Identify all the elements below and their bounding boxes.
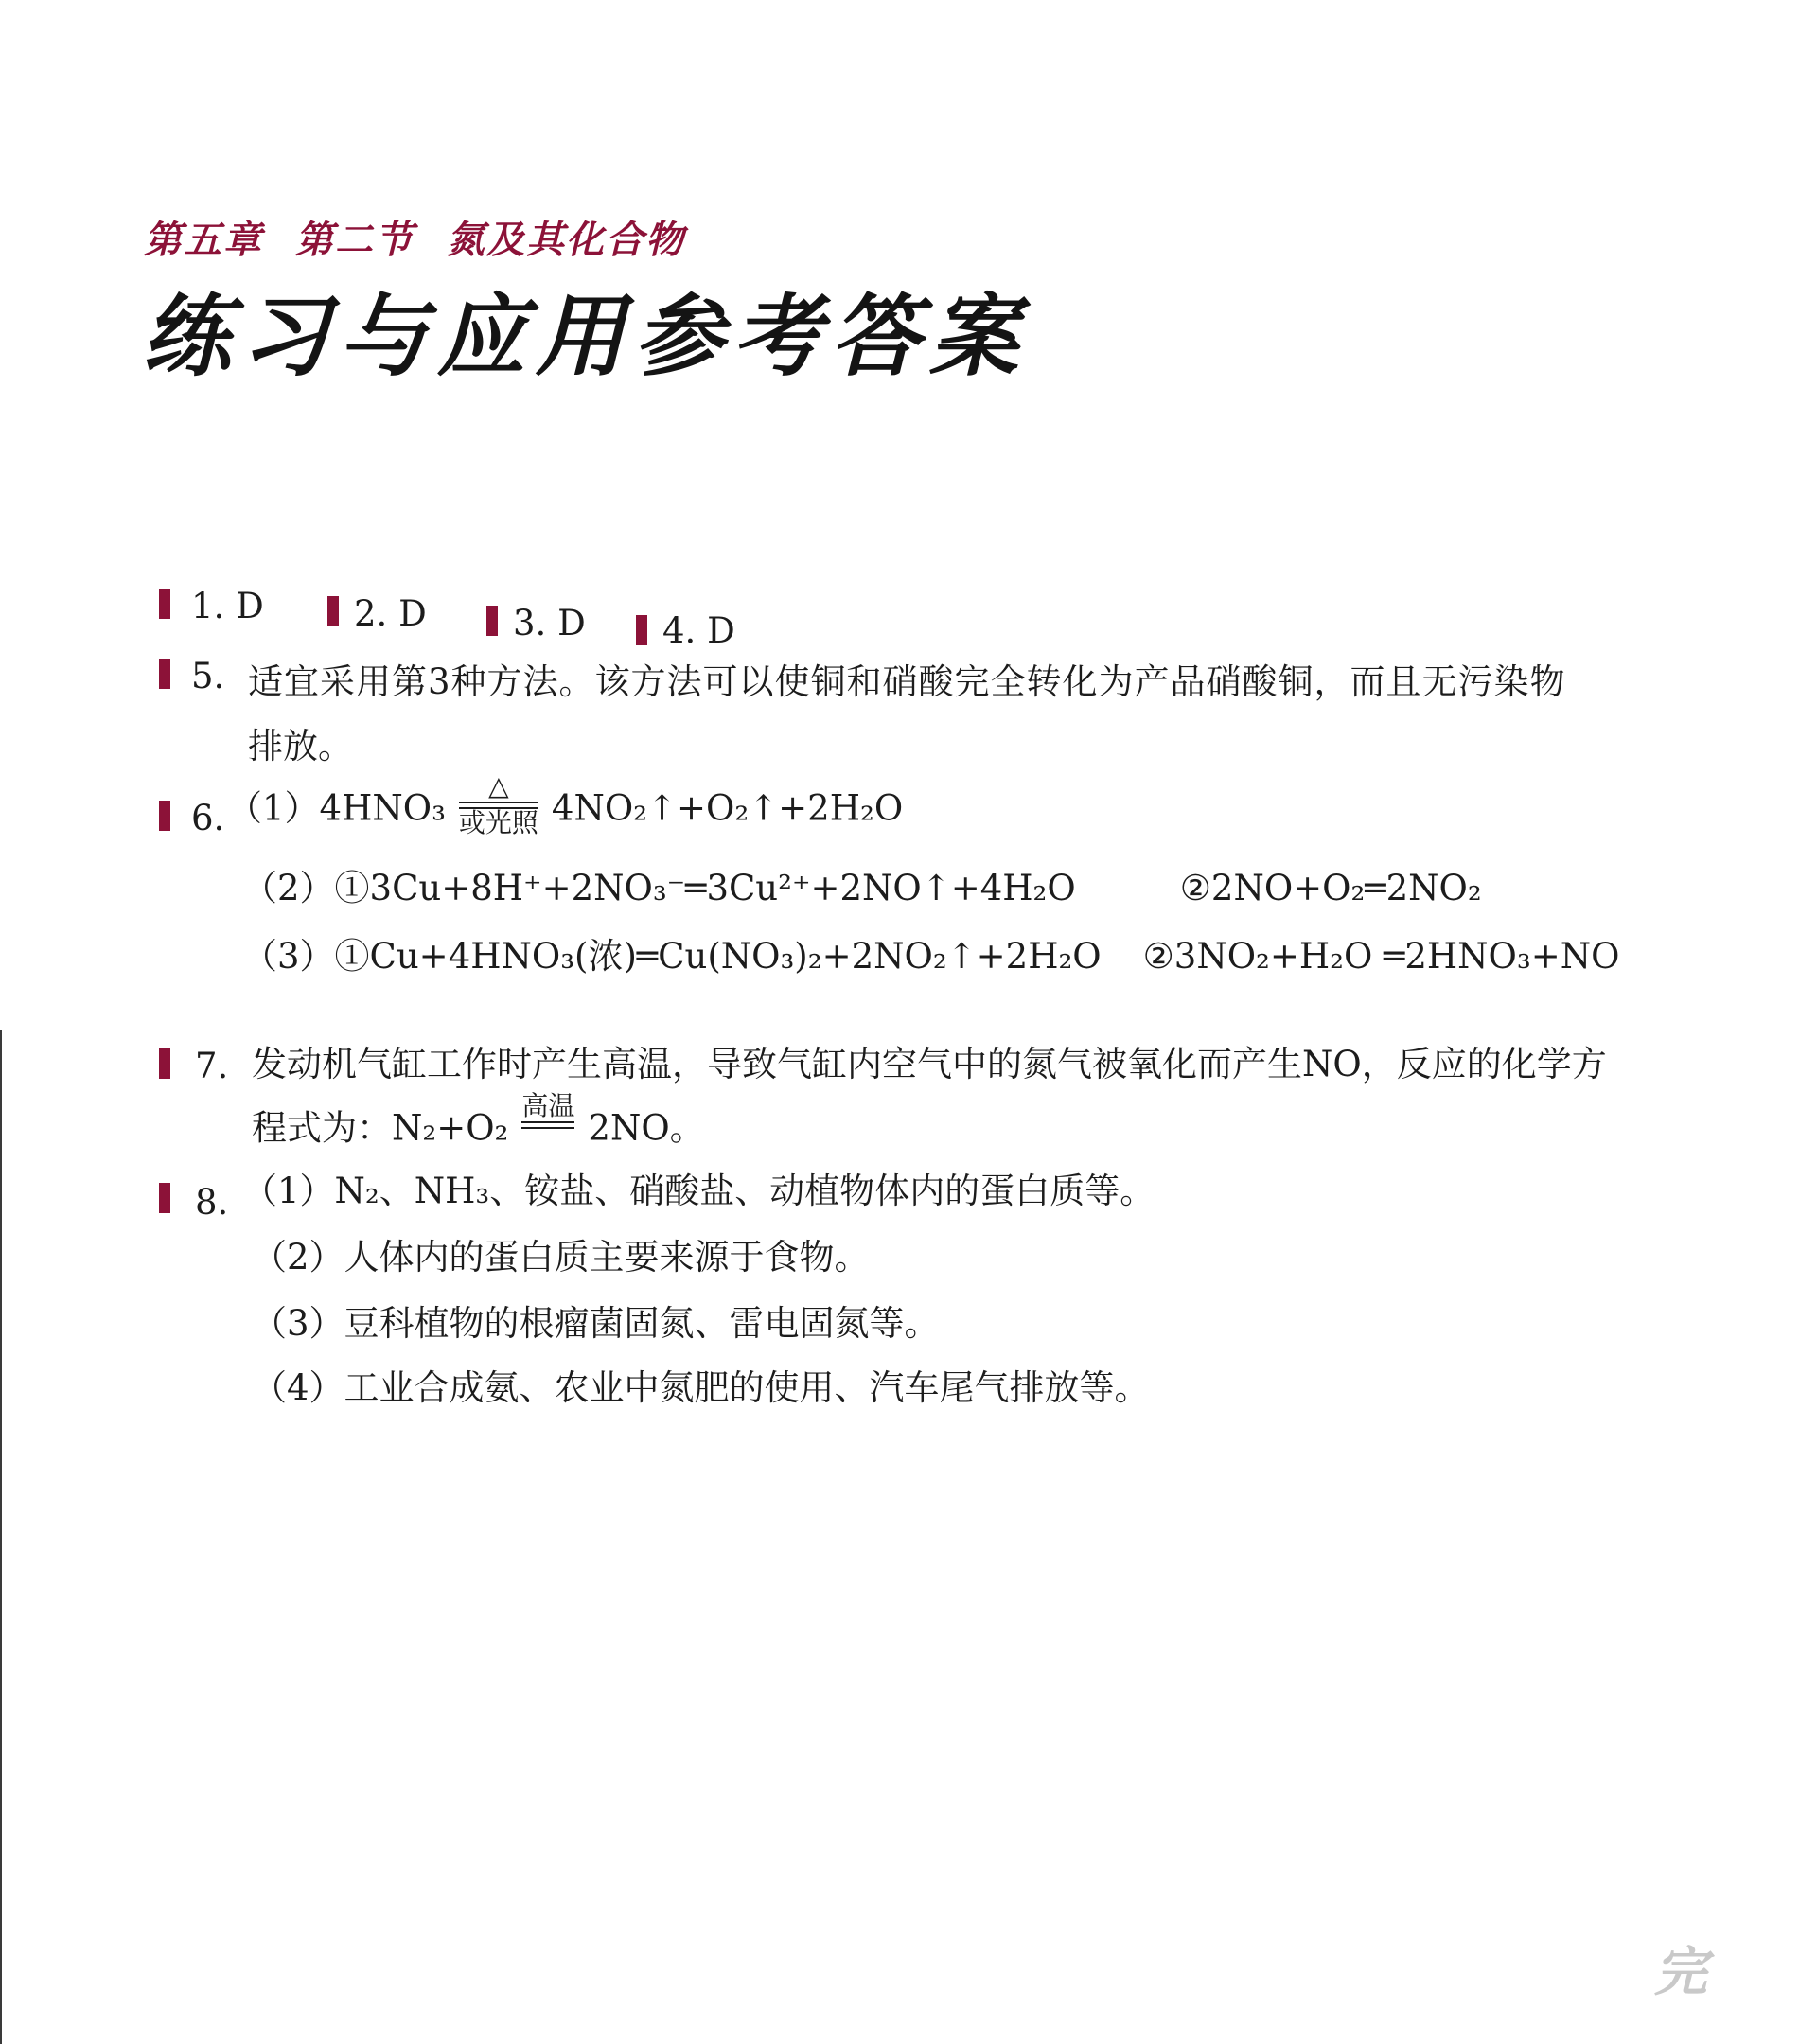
- answer-marker: [159, 1048, 170, 1079]
- equation-2: ②3NO₂+H₂O ═2HNO₃+NO: [1142, 936, 1620, 977]
- answer-marker: [486, 606, 498, 636]
- chapter-heading: [144, 210, 717, 264]
- equation-1: ①Cu+4HNO₃(浓)═Cu(NO₃)₂+2NO₂↑+2H₂O: [334, 936, 1102, 977]
- answer-5-line-1: 适宜采用第3种方法。该方法可以使铜和硝酸完全转化为产品硝酸铜，而且无污染物: [248, 661, 1566, 702]
- part-label: （1）: [227, 787, 320, 829]
- answer-7-number: 7.: [195, 1046, 229, 1086]
- answer-marker: [159, 1183, 170, 1213]
- equals-bar: [521, 1121, 574, 1129]
- answer-3: 3. D: [513, 603, 586, 643]
- condition-light: 或光照: [458, 806, 538, 838]
- answer-6-part-3: [242, 936, 1620, 977]
- answer-2: 2. D: [354, 593, 427, 634]
- part-label: （2）: [242, 868, 335, 908]
- answer-1: 1. D: [191, 586, 264, 626]
- answer-4: 4. D: [662, 610, 735, 651]
- condition-high-temp: 高温: [521, 1090, 575, 1121]
- answer-marker: [327, 596, 339, 626]
- answer-marker: [159, 801, 170, 831]
- topic-label: 氮及其化合物: [447, 219, 685, 262]
- answer-8-part-4: （4）工业合成氨、农业中氮肥的使用、汽车尾气排放等。: [252, 1367, 1150, 1408]
- answer-8-part-1: （1）N₂、NH₃、铵盐、硝酸盐、动植物体内的蛋白质等。: [242, 1171, 1155, 1211]
- answer-marker: [159, 589, 170, 619]
- answer-8-number: 8.: [195, 1182, 229, 1223]
- answer-7-line-2: [252, 1090, 705, 1164]
- answer-marker: [159, 659, 170, 689]
- page-edge-rule: [0, 1030, 2, 2044]
- answer-5-line-2: 排放。: [248, 726, 353, 766]
- condition-heat: △: [488, 770, 509, 802]
- chapter-label: 第五章: [144, 219, 263, 262]
- answer-5-number: 5.: [191, 656, 225, 696]
- reaction-condition: [459, 772, 538, 838]
- equation-rhs: 2NO。: [588, 1107, 705, 1149]
- answer-6-part-1: [227, 770, 904, 844]
- end-mark: 完: [1654, 1942, 1707, 2003]
- equation-lhs: 程式为：N₂+O₂: [252, 1107, 509, 1149]
- answer-6-part-2: [242, 868, 1482, 908]
- equation-lhs: 4HNO₃: [319, 787, 446, 829]
- equation-1: ①3Cu+8H⁺+2NO₃⁻═3Cu²⁺+2NO↑+4H₂O: [334, 868, 1076, 908]
- part-label: （3）: [242, 936, 335, 977]
- answer-marker: [636, 615, 647, 645]
- answer-8-part-2: （2）人体内的蛋白质主要来源于食物。: [252, 1237, 870, 1278]
- page-title: 练习与应用参考答案: [142, 286, 1029, 389]
- answer-8-part-3: （3）豆科植物的根瘤菌固氮、雷电固氮等。: [252, 1303, 940, 1344]
- answer-6-number: 6.: [191, 798, 225, 838]
- reaction-condition: [521, 1092, 574, 1158]
- answer-7-line-1: 发动机气缸工作时产生高温，导致气缸内空气中的氮气被氧化而产生NO，反应的化学方: [252, 1044, 1607, 1084]
- section-label: 第二节: [295, 219, 415, 262]
- equation-rhs: 4NO₂↑+O₂↑+2H₂O: [551, 787, 904, 829]
- equation-2: ②2NO+O₂═2NO₂: [1179, 868, 1482, 908]
